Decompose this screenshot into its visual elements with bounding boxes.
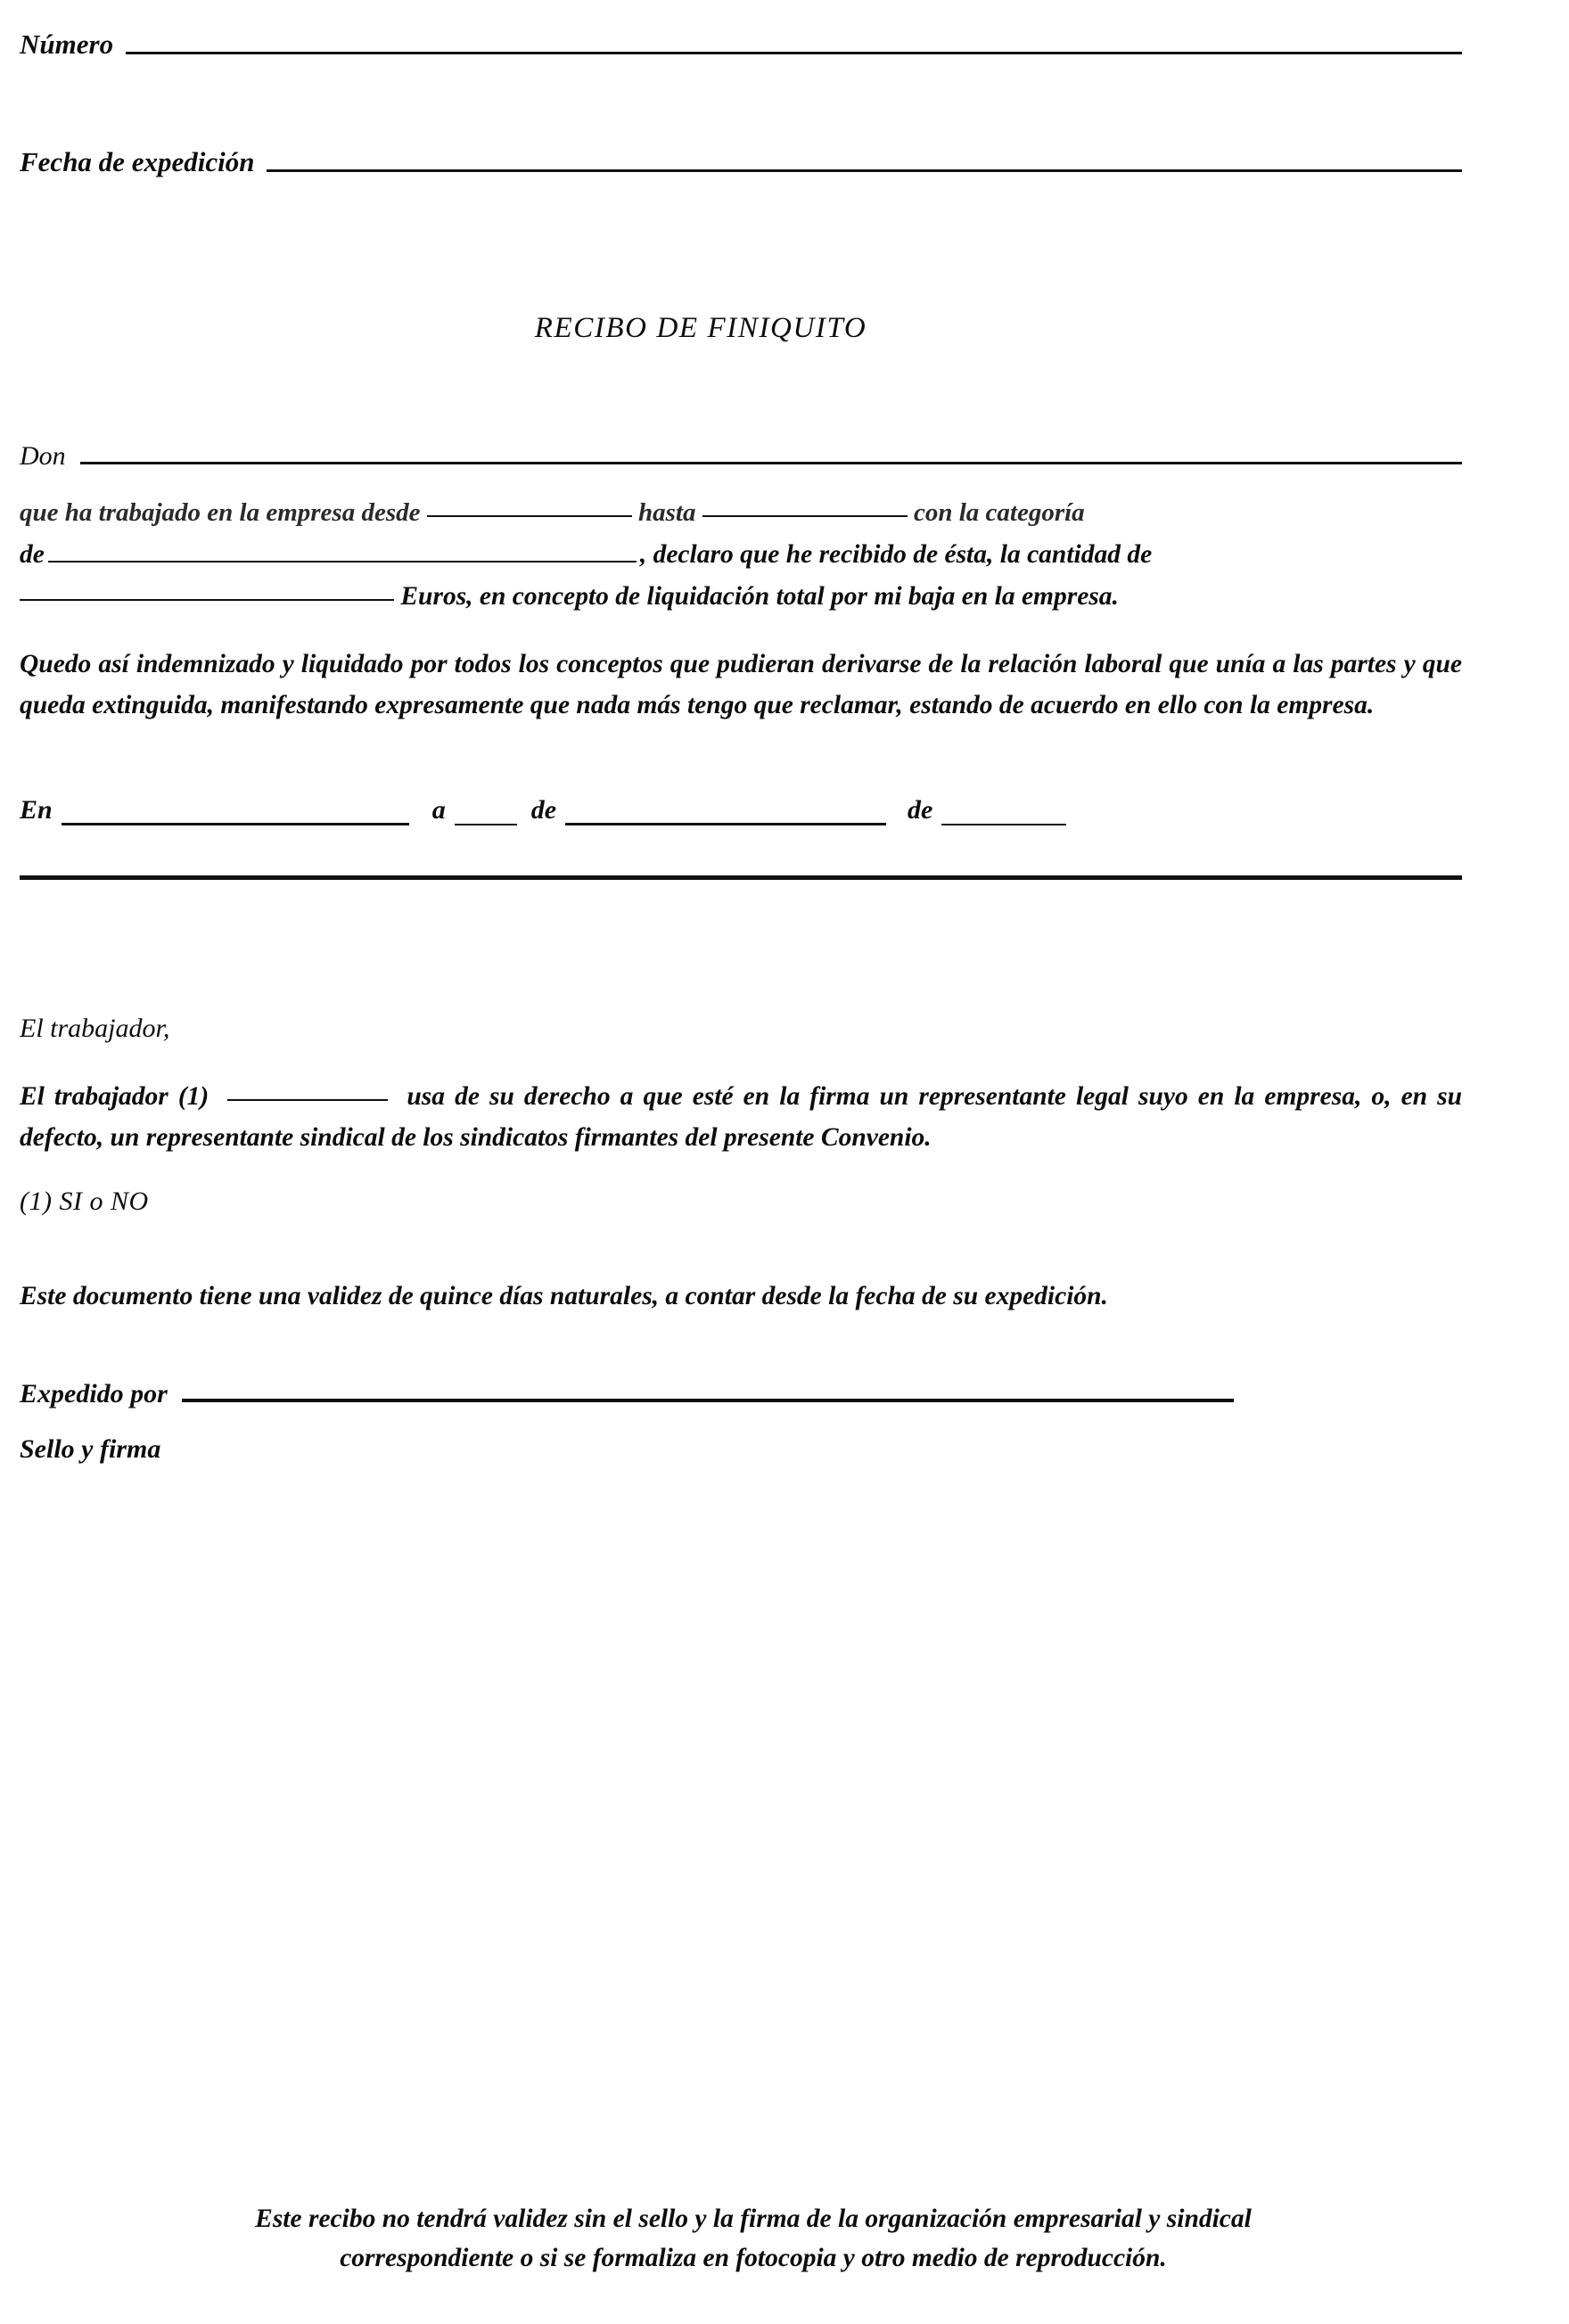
footer-line-2: correspondiente o si se formaliza en fotocopia y otro medio de reproducción. bbox=[340, 2244, 1167, 2272]
line-euros bbox=[20, 577, 1462, 617]
line-lugar-fecha bbox=[20, 795, 1462, 825]
line-trabajado bbox=[20, 493, 1462, 533]
field-expedido-line[interactable] bbox=[182, 1399, 1234, 1402]
field-expedido-por bbox=[20, 1379, 1462, 1409]
line-trabajado-text-1: que ha trabajado en la empresa desde bbox=[20, 498, 421, 527]
separator-rule bbox=[20, 875, 1462, 880]
field-numero-line[interactable] bbox=[126, 52, 1462, 54]
blank-anio[interactable] bbox=[941, 823, 1066, 825]
field-expedido-label: Expedido por bbox=[20, 1379, 168, 1408]
field-don bbox=[20, 441, 1462, 472]
paragraph-representante bbox=[20, 1076, 1462, 1158]
field-don-label: Don bbox=[20, 441, 66, 471]
worker-signature-label: El trabajador, bbox=[20, 1014, 170, 1043]
field-fecha-label: Fecha de expedición bbox=[20, 146, 255, 177]
body-block bbox=[20, 441, 1462, 880]
line-declaro-text: , declaro que he recibido de ésta, la cantidad de bbox=[639, 540, 1153, 569]
page-title: RECIBO DE FINIQUITO bbox=[534, 312, 867, 344]
blank-lugar[interactable] bbox=[62, 822, 409, 825]
line-categoria bbox=[20, 535, 1462, 575]
blank-hasta[interactable] bbox=[702, 514, 908, 517]
rep-prefix: El trabajador (1) bbox=[20, 1082, 209, 1111]
a-label: a bbox=[431, 795, 446, 825]
line-trabajado-text-2: hasta bbox=[638, 498, 696, 527]
de-label-1: de bbox=[530, 795, 557, 825]
de-label-2: de bbox=[908, 795, 933, 825]
paragraph-quedo: Quedo así indemnizado y liquidado por todos los conceptos que pudieran derivarse de la relación laboral que unía a las partes y que queda extinguida, manifestando expresamente que nada más tengo que reclamar, estando de acuerdo en ello con la empresa. bbox=[20, 650, 1462, 719]
line-de-label: de bbox=[20, 540, 45, 569]
paragraph-validez: Este documento tiene una validez de quince días naturales, a contar desde la fecha de su expedición. bbox=[20, 1282, 1108, 1310]
field-don-line[interactable] bbox=[80, 462, 1462, 464]
blank-cantidad[interactable] bbox=[20, 598, 394, 601]
line-trabajado-text-3: con la categoría bbox=[913, 498, 1085, 527]
footer-line-1: Este recibo no tendrá validez sin el sello y la firma de la organización empresarial y sindical bbox=[255, 2205, 1252, 2233]
field-fecha-expedicion bbox=[20, 146, 1462, 178]
blank-mes[interactable] bbox=[565, 822, 886, 825]
blank-categoria[interactable] bbox=[48, 560, 637, 563]
sello-y-firma-label: Sello y firma bbox=[20, 1434, 161, 1464]
note-si-o-no: (1) SI o NO bbox=[20, 1187, 149, 1216]
line-euros-text: Euros, en concepto de liquidación total por mi baja en la empresa. bbox=[400, 582, 1119, 611]
footer-note bbox=[36, 2199, 1471, 2278]
blank-dia[interactable] bbox=[455, 823, 517, 825]
field-numero-label: Número bbox=[20, 29, 114, 60]
blank-si-no[interactable] bbox=[227, 1098, 388, 1101]
field-numero bbox=[20, 29, 1462, 61]
rep-text: usa de su derecho a que esté en la firma un representante legal suyo en la empresa, o, en su defecto, un representante sindical de los sindicatos firmantes del presente Convenio. bbox=[20, 1082, 1463, 1152]
en-label: En bbox=[20, 795, 53, 825]
field-fecha-line[interactable] bbox=[267, 169, 1462, 172]
blank-desde[interactable] bbox=[427, 514, 632, 517]
